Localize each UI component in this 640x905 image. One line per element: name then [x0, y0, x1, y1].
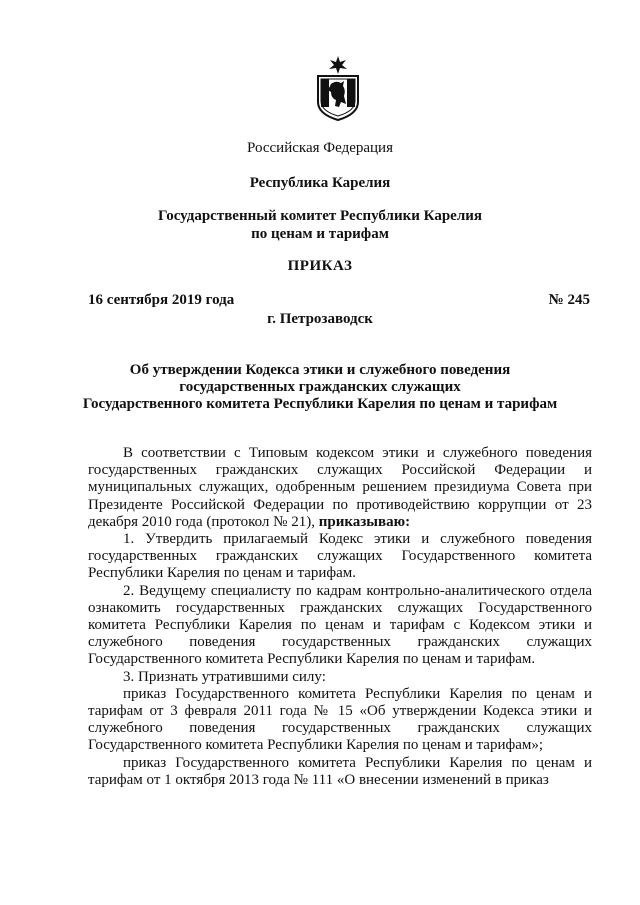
country-name: Российская Федерация — [247, 140, 393, 156]
republic-name: Республика Карелия — [249, 175, 391, 191]
body-paragraph-3: 3. Признать утратившими силу: — [123, 668, 326, 685]
order-heading — [0, 362, 640, 413]
coat-of-arms-icon — [312, 54, 364, 122]
document-type: ПРИКАЗ — [287, 258, 353, 274]
document-number: № 245 — [548, 292, 590, 308]
body-paragraph-2: 2. Ведущему специалисту по кадрам контрольно-аналитического отдела ознакомить государственных гражданских служащих Государственного комитета Республики Карелия по ценам и тарифам с Кодексом этики и служебного поведения государственных гражданских служащих Государственного комитета Республики Карелия по ценам и тарифам. — [88, 582, 592, 668]
committee-name-line1: Государственный комитет Республики Карелия — [158, 208, 482, 224]
body-paragraph-preamble — [88, 445, 592, 531]
preamble-text: В соответствии с Типовым кодексом этики и служебного поведения государственных гражданских служащих Российской Федерации и муниципальных служащих, одобренным решением президиума Совета при Президенте Российской Федерации по противодействию коррупции от 23 декабря 2010 года (протокол № 21), — [88, 445, 592, 530]
order-heading-line2: государственных гражданских служащих — [179, 379, 461, 395]
order-body — [88, 445, 592, 789]
committee-name — [0, 207, 640, 243]
document-date: 16 сентября 2019 года — [88, 292, 235, 308]
order-heading-line1: Об утверждении Кодекса этики и служебного поведения — [129, 362, 511, 378]
document-city: г. Петрозаводск — [267, 311, 373, 327]
order-heading-line3: Государственного комитета Республики Карелия по ценам и тарифам — [82, 396, 558, 412]
order-keyword: приказываю: — [318, 513, 411, 530]
committee-name-line2: по ценам и тарифам — [251, 226, 389, 242]
body-paragraph-repeal-2: приказ Государственного комитета Республики Карелия по ценам и тарифам от 1 октября 2013 года № 111 «О внесении изменений в приказ — [88, 754, 592, 788]
body-paragraph-repeal-1: приказ Государственного комитета Республики Карелия по ценам и тарифам от 3 февраля 2011 года № 15 «Об утверждении Кодекса этики и служебного поведения государственных гражданских служащих Государственного комитета Республики Карелия по ценам и тарифам»; — [88, 685, 592, 754]
body-paragraph-1: 1. Утвердить прилагаемый Кодекс этики и служебного поведения государственных гражданских служащих Государственного комитета Республики Карелия по ценам и тарифам. — [88, 531, 592, 582]
